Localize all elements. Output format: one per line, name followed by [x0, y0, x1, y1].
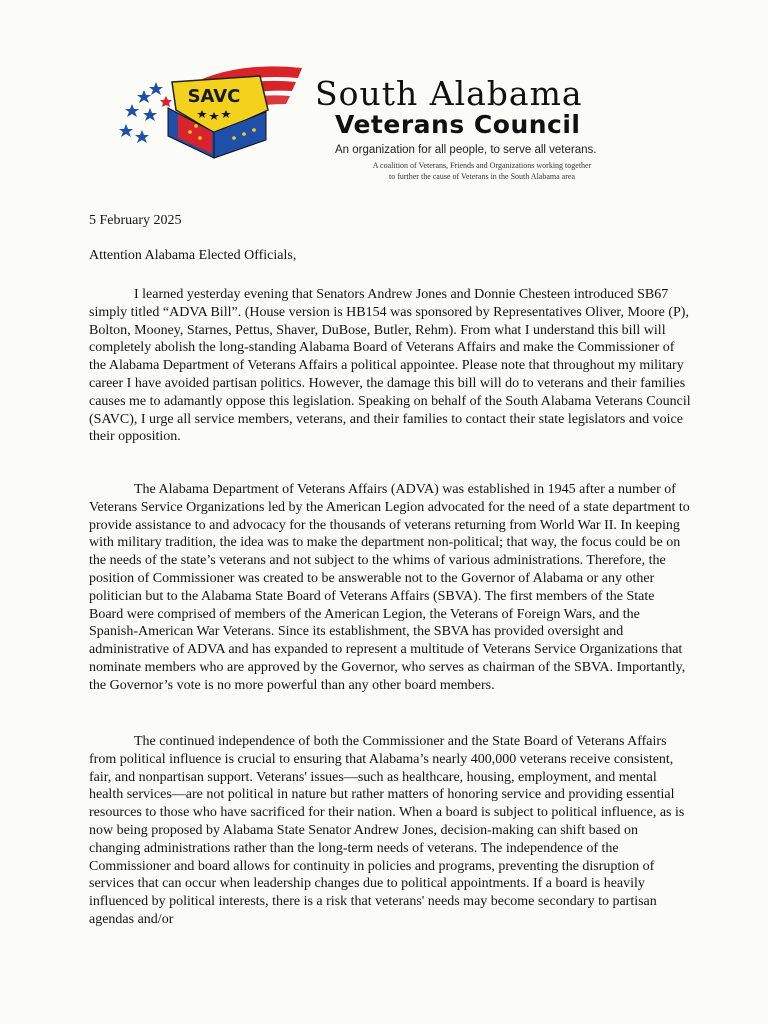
coalition-line-1: A coalition of Veterans, Friends and Organizations working together: [372, 161, 592, 170]
savc-logo: [110, 60, 310, 160]
letter-date: 5 February 2025: [89, 213, 182, 228]
paragraph-3: The continued independence of both the Commissioner and the State Board of Veterans Affairs from political influence is crucial to ensuring that Alabama’s nearly 400,000 veterans receive consistent, fair, and nonpartisan support. Veterans' issues—such as healthcare, housing, employment, and mental health services—are not political in nature but rather matters of honoring service and providing essential resources to those who have sacrificed for their nation. When a board is subject to political influence, as is now being proposed by Alabama State Senator Andrew Jones, decision-making can shift based on changing administrations rather than the long-term needs of veterans. The independence of the Commissioner and board allows for continuity in policies and programs, preventing the disruption of services that can occur when leadership changes due to political appointments. If a board is heavily influenced by political interests, there is a risk that veterans' needs may become secondary to partisan agendas and/or: [89, 734, 685, 927]
letterhead: [110, 60, 670, 190]
logo-text: SAVC: [187, 86, 241, 107]
paragraph-1: I learned yesterday evening that Senators Andrew Jones and Donnie Chesteen introduced SB67 simply titled “ADVA Bill”. (House version is HB154 was sponsored by Representatives Oliver, Moore (P), Bolton, Mooney, Starnes, Pettus, Shaver, DuBose, Butler, Rehm). From what I understand this bill will completely abolish the long-standing Alabama Board of Veterans Affairs and make the Commissioner of the Alabama Department of Veterans Affairs a political appointee. Please note that throughout my military career I have avoided partisan politics. However, the damage this bill will do to veterans and their families causes me to adamantly oppose this legislation. Speaking on behalf of the South Alabama Veterans Council (SAVC), I urge all service members, veterans, and their families to contact their state legislators and voice their opposition.: [89, 287, 691, 445]
coalition-line-2: to further the cause of Veterans in the South Alabama area: [388, 172, 575, 181]
org-name: South Alabama: [315, 74, 583, 113]
paragraph-2: The Alabama Department of Veterans Affairs (ADVA) was established in 1945 after a number of Veterans Service Organizations led by the American Legion advocated for the need of a state department to provide assistance to and advocacy for the thousands of veterans returning from World War II. In keeping with military tradition, the idea was to make the department non-political; that way, the focus could be on the needs of the state’s veterans and not subject to the whims of various administrations. Therefore, the position of Commissioner was created to be answerable not to the Governor of Alabama or any other politician but to the Alabama State Board of Veterans Affairs (SBVA). The first members of the State Board were comprised of members of the American Legion, the Veterans of Foreign Wars, and the Spanish-American War Veterans. Since its establishment, the SBVA has provided oversight and administrative of ADVA and has expanded to represent a multitude of Veterans Service Organizations that nominate members who are approved by the Governor, who serves as chairman of the SBVA. Importantly, the Governor’s vote is no more powerful than any other board members.: [89, 482, 690, 693]
org-name-subtitle: Veterans Council: [335, 110, 581, 139]
org-coalition-statement: [332, 160, 632, 182]
org-tagline: An organization for all people, to serve all veterans.: [335, 144, 597, 156]
salutation: Attention Alabama Elected Officials,: [89, 248, 297, 263]
